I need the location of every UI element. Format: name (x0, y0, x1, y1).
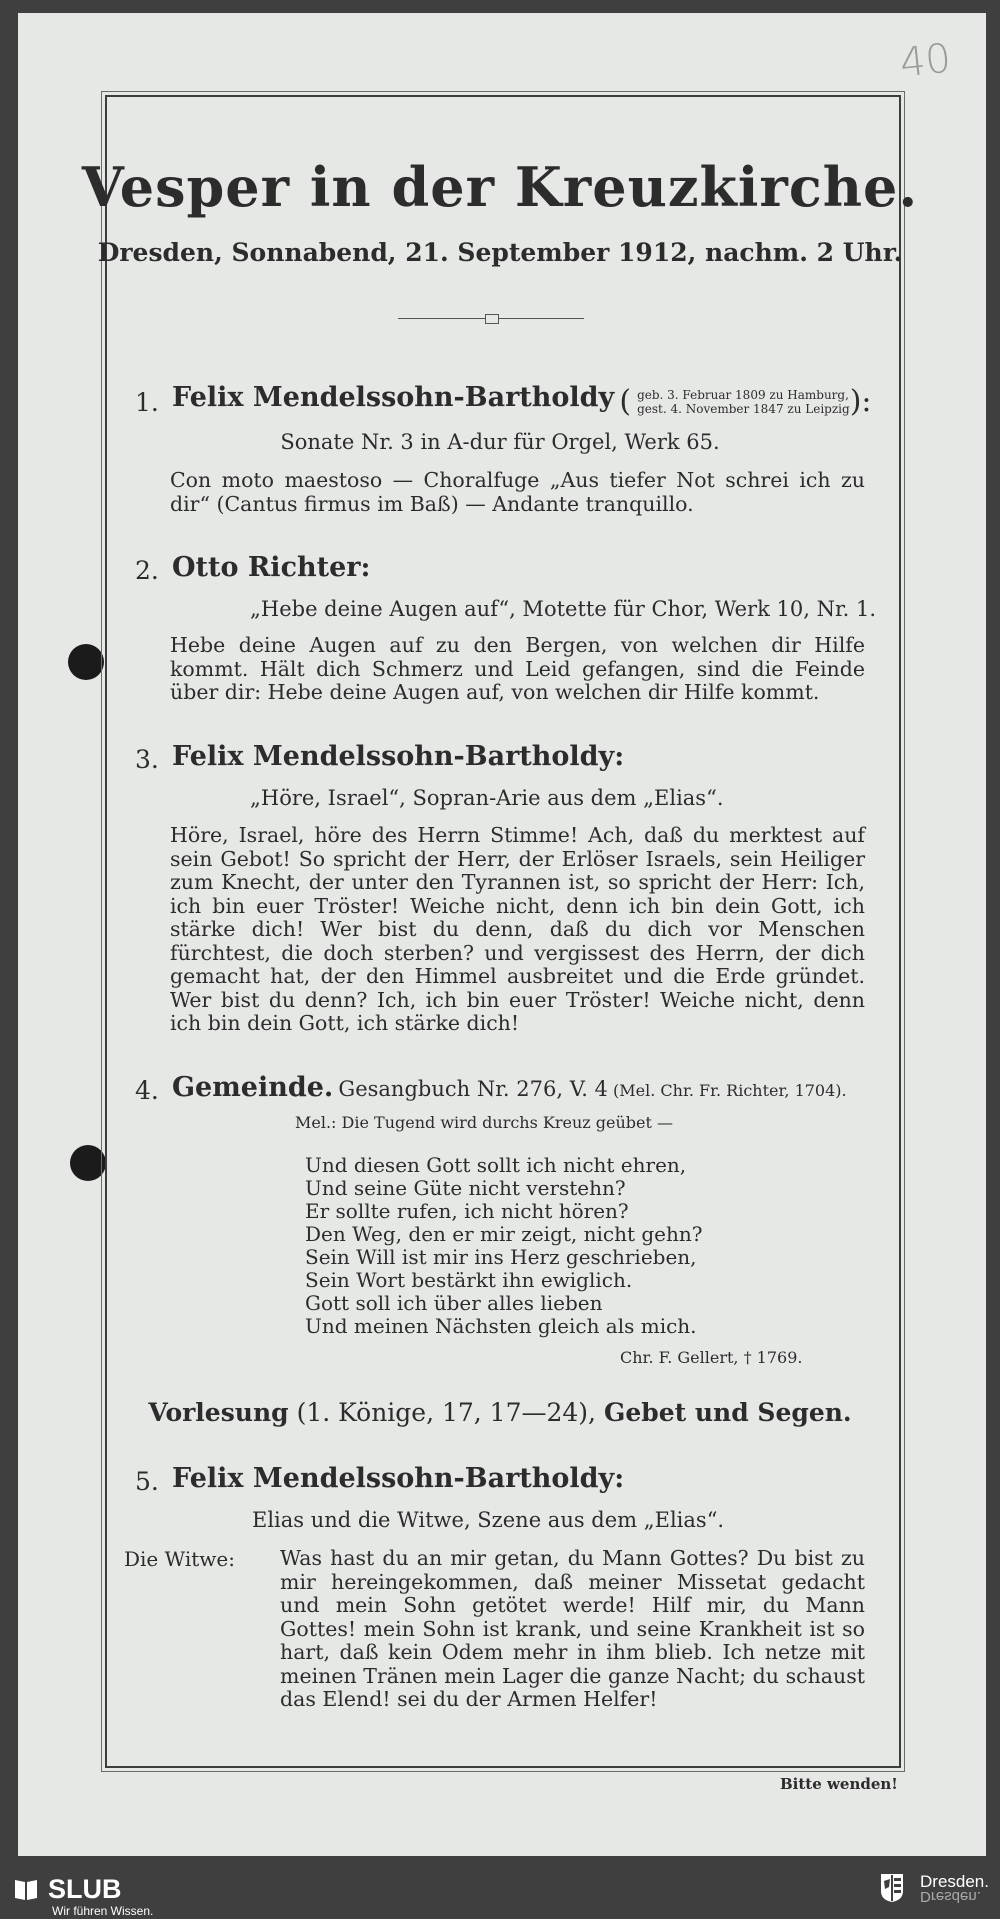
dresden-logo-text[interactable]: Dresden. Dresden. (920, 1872, 989, 1905)
item-1-composer: Felix Mendelssohn-Bartholdy (172, 382, 615, 413)
hymn-verse (305, 1154, 703, 1338)
item-2-composer: Otto Richter: (172, 552, 371, 583)
ornament-center (485, 314, 499, 324)
item-3-number: 3. (135, 745, 159, 774)
verse-line: Er sollte rufen, ich nicht hören? (305, 1199, 629, 1223)
verse-line: Gott soll ich über alles lieben (305, 1291, 603, 1315)
punch-hole-top (68, 644, 104, 680)
item-4-heading (172, 1072, 847, 1103)
item-4-title: Gemeinde. (172, 1072, 334, 1103)
slub-book-icon (13, 1876, 39, 1902)
item-4-number: 4. (135, 1076, 159, 1105)
item-1-dates: geb. 3. Februar 1809 zu Hamburg, gest. 4. November 1847 zu Leipzig (637, 387, 850, 416)
slub-logo-text[interactable]: SLUB (48, 1874, 122, 1904)
item-4-work: Gesangbuch Nr. 276, V. 4 (338, 1077, 608, 1101)
item-1-heading: Felix Mendelssohn-Bartholdy ( geb. 3. Februar 1809 zu Hamburg, gest. 4. November 1847 zu Leipzig): (172, 382, 872, 419)
event-subtitle: Dresden, Sonnabend, 21. September 1912, nachm. 2 Uhr. (97, 238, 903, 267)
item-3-work: „Höre, Israel“, Sopran-Arie aus dem „Elias“. (250, 786, 724, 810)
item-2-text: Hebe deine Augen auf zu den Bergen, von welchen dir Hilfe kommt. Hält dich Schmerz und Leid gefangen, sind die Feinde über dir: Hebe deine Augen auf, von welchen dir Hilfe kommt. (170, 633, 865, 704)
item-3-composer: Felix Mendelssohn-Bartholdy: (172, 741, 625, 772)
hymn-attribution: Chr. F. Gellert, † 1769. (620, 1348, 803, 1367)
item-5-composer: Felix Mendelssohn-Bartholdy: (172, 1463, 625, 1494)
item-2-work: „Hebe deine Augen auf“, Motette für Chor, Werk 10, Nr. 1. (250, 597, 877, 621)
punch-hole-bottom (70, 1145, 106, 1181)
reading-line: Vorlesung (1. Könige, 17, 17—24), Gebet und Segen. (148, 1398, 852, 1427)
verse-line: Und seine Güte nicht verstehn? (305, 1176, 626, 1200)
item-4-note: (Mel. Chr. Fr. Richter, 1704). (613, 1081, 847, 1100)
item-1-number: 1. (135, 388, 159, 417)
item-5-speaker: Die Witwe: (124, 1547, 235, 1571)
item-5-number: 5. (135, 1467, 159, 1496)
verse-line: Sein Wort bestärkt ihn ewiglich. (305, 1268, 633, 1292)
verse-line: Den Weg, den er mir zeigt, nicht gehn? (305, 1222, 703, 1246)
item-3-text: Höre, Israel, höre des Herrn Stimme! Ach, daß du merktest auf sein Gebot! So spricht der Herr, der Erlöser Israels, sein Heiliger zum Knecht, der unter den Tyrannen ist, so spricht der Herr: Ich, ich bin euer Tröster! Weiche nicht, denn ich bin dein Gott, ich stärke dich! Wer bist du denn, daß du dich vor Menschen fürchtest, die doch sterben? und vergissest des Herrn, der dich gemacht hat, der den Himmel ausbreitet und die Erde gründet. Wer bist du denn? Ich, ich bin euer Tröster! Weiche nicht, denn ich bin dein Gott, ich stärke dich! (170, 823, 865, 1035)
verse-line: Und meinen Nächsten gleich als mich. (305, 1314, 697, 1338)
slub-tagline: Wir führen Wissen. (52, 1904, 154, 1918)
verse-line: Und diesen Gott sollt ich nicht ehren, (305, 1153, 687, 1177)
item-5-text: Was hast du an mir getan, du Mann Gottes? Du bist zu mir hereingekommen, daß meiner Missetat gedacht und mein Sohn getötet werde! Hilf mir, du Mann Gottes! mein Sohn ist krank, und seine Krankheit ist so hart, daß kein Odem mehr in ihm blieb. Ich netze mit meinen Tränen mein Lager die ganze Nacht; du schaust das Elend! sei du der Armen Helfer! (280, 1546, 865, 1711)
item-1-work: Sonate Nr. 3 in A-dur für Orgel, Werk 65. (280, 430, 720, 454)
page-title: Vesper in der Kreuzkirche. (81, 155, 919, 219)
item-2-number: 2. (135, 556, 159, 585)
item-5-work: Elias und die Witwe, Szene aus dem „Elias“. (252, 1508, 725, 1532)
verse-line: Sein Will ist mir ins Herz geschrieben, (305, 1245, 697, 1269)
item-4-melody: Mel.: Die Tugend wird durchs Kreuz geübet — (295, 1113, 674, 1132)
item-1-text: Con moto maestoso — Choralfuge „Aus tiefer Not schrei ich zu dir“ (Cantus firmus im Baß) — Andante tranquillo. (170, 468, 865, 516)
pencil-page-number: 40 (897, 35, 954, 87)
turn-page-note: Bitte wenden! (780, 1775, 898, 1793)
dresden-coat-of-arms-icon (880, 1873, 904, 1903)
